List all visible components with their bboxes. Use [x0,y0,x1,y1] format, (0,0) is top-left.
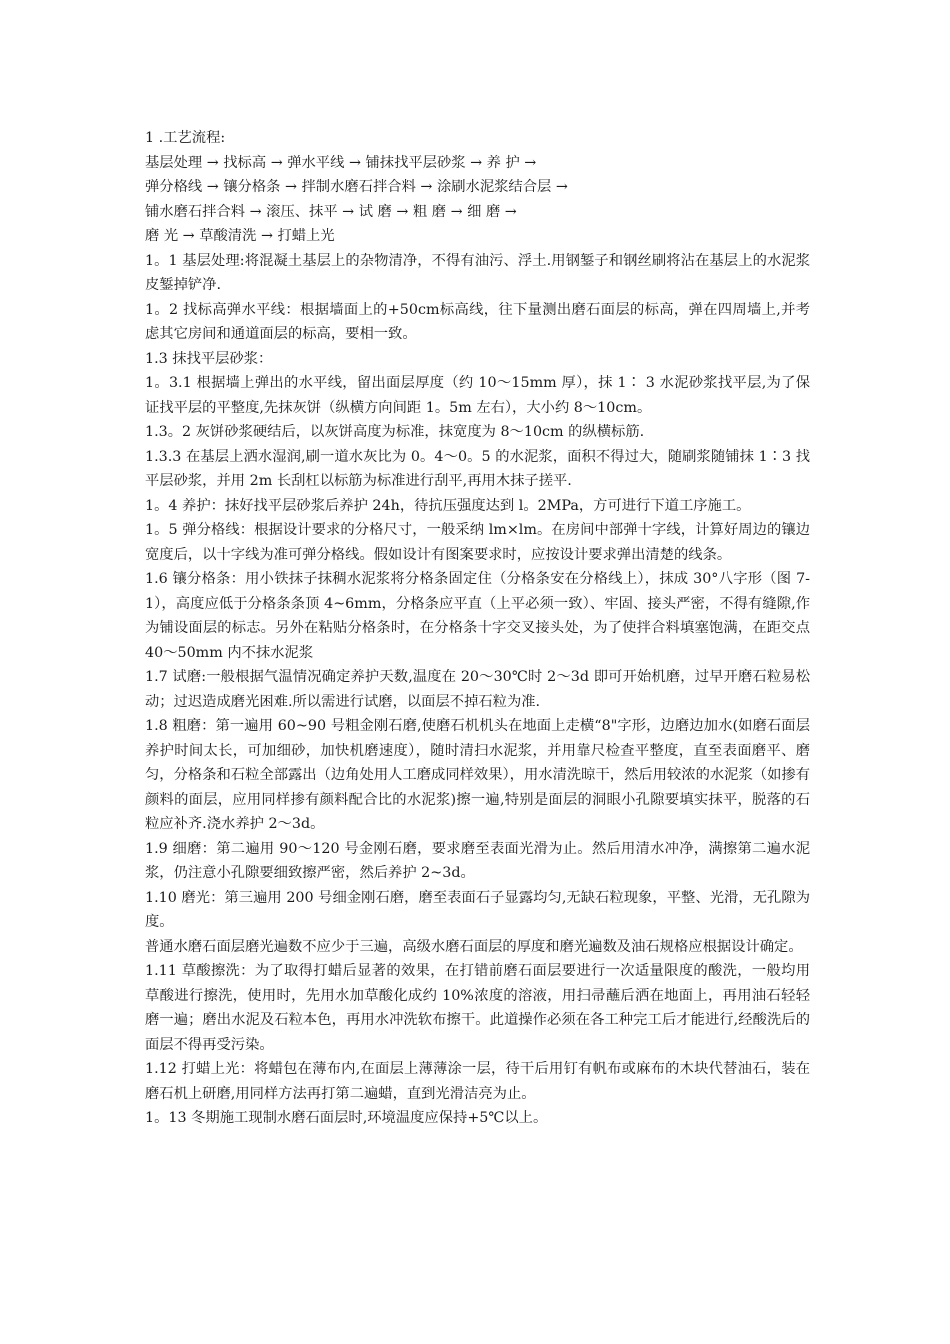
paragraph-leveling-heading: 1.3 抹找平层砂浆： [145,350,273,367]
flow-line: 磨 光 → 草酸清洗 → 打蜡上光 [145,228,335,244]
flow-line: 基层处理 → 找标高 → 弹水平线 → 铺抹找平层砂浆 → 养 护 → [145,154,537,171]
paragraph-curing: 1。4 养护：抹好找平层砂浆后养护 24h，待抗压强度达到 l。2MPa，方可进行下道工序施工。 [145,497,751,514]
paragraph-fine-grinding: 1.9 细磨：第二遍用 90～120 号金刚石磨，要求磨至表面光滑为止。然后用清水冲净，满擦第二遍水泥浆，仍注意小孔隙要细致擦严密，然后养护 2~3d。 [145,840,810,881]
paragraph-rough-grinding: 1.8 粗磨：第一遍用 60~90 号粗金刚石磨,使磨石机机头在地面上走横“8"字形，边磨边加水(如磨石面层养护时间太长，可加细砂，加快机磨速度），随时清扫水泥浆，并用靠尺检查平整度，直至表面磨平、磨匀，分格条和石粒全部露出（边角处用人工磨成同样效果），用水清洗晾干，然后用较浓的水泥浆（如掺有颜料的面层，应用同样掺有颜料配合比的水泥浆)擦一遍,特别是面层的洞眼小孔隙要填实抹平，脱落的石粒应补齐.浇水养护 2～3d。 [145,718,810,832]
paragraph-leveling-3: 1.3.3 在基层上洒水湿润,刷一道水灰比为 0。4～0。5 的水泥浆，面积不得过大，随刷浆随铺抹 1∶3 找平层砂浆，并用 2m 长刮杠以标筋为标准进行刮平,再用木抹子搓平. [145,448,810,489]
paragraph-grid-lines: 1。5 弹分格线：根据设计要求的分格尺寸，一般采纳 lm×lm。在房间中部弹十字线，计算好周边的镶边宽度后，以十字线为准可弹分格线。假如设计有图案要求时，应按设计要求弹出清楚的线条。 [145,522,810,563]
paragraph-divider-strips: 1.6 镶分格条：用小铁抹子抹稠水泥浆将分格条固定住（分格条安在分格线上），抹成 30°八字形（图 7-1），高度应低于分格条条顶 4~6mm，分格条应平直（上平必须一致）、牢固、接头严密，不得有缝隙,作为铺设面层的标志。另外在粘贴分格条时，在分格条十字交叉接头处，为了使拌合料填塞饱满，在距交点 40～50mm 内不抹水泥浆 [145,571,810,661]
paragraph-level-marking: 1。2 找标高弹水平线：根据墙面上的+50cm标高线，往下量测出磨石面层的标高，弹在四周墙上,并考虑其它房间和通道面层的标高，要相一致。 [145,301,810,342]
paragraph-leveling-2: 1.3。2 灰饼砂浆硬结后，以灰饼高度为标准，抹宽度为 8～10cm 的纵横标筋. [145,424,645,440]
paragraph-oxalic-wash: 1.11 草酸擦洗：为了取得打蜡后显著的效果，在打错前磨石面层要进行一次适量限度的酸洗，一般均用草酸进行擦洗，使用时，先用水加草酸化成约 10%浓度的溶液，用扫帚蘸后洒在地面上，再用油石轻轻磨一遍；磨出水泥及石粒本色，再用水冲洗软布擦干。此道操作必须在各工种完工后才能进行,经酸洗后的面层不得再受污染。 [145,963,810,1053]
document-body [145,126,810,1131]
section-title: 1 .工艺流程: [145,130,226,146]
paragraph-polishing: 1.10 磨光：第三遍用 200 号细金刚石磨，磨至表面石子显露均匀,无缺石粒现象，平整、光滑，无孔隙为度。 [145,889,810,930]
paragraph-trial-grinding: 1.7 试磨:一般根据气温情况确定养护天数,温度在 20～30℃时 2～3d 即可开始机磨，过早开磨石粒易松动；过迟造成磨光困难.所以需进行试磨，以面层不掉石粒为准. [145,669,810,710]
paragraph-waxing: 1.12 打蜡上光：将蜡包在薄布内,在面层上薄薄涂一层，待干后用钉有帆布或麻布的木块代替油石，装在磨石机上研磨,用同样方法再打第二遍蜡，直到光滑洁亮为止。 [145,1061,810,1102]
flow-line: 铺水磨石拌合料 → 滚压、抹平 → 试 磨 → 粗 磨 → 细 磨 → [145,203,517,220]
paragraph-leveling-1: 1。3.1 根据墙上弹出的水平线，留出面层厚度（约 10～15mm 厚），抹 1∶ 3 水泥砂浆找平层,为了保证找平层的平整度,先抹灰饼（纵横方向间距 1。5m 左右），大小约 8～10cm。 [145,375,810,416]
paragraph-base-treatment: 1。1 基层处理:将混凝土基层上的杂物清净，不得有油污、浮土.用钢錾子和钢丝刷将沾在基层上的水泥浆皮錾掉铲净. [145,252,810,293]
paragraph-winter-construction: 1。13 冬期施工现制水磨石面层时,环境温度应保持+5℃以上。 [145,1110,548,1126]
flow-line: 弹分格线 → 镶分格条 → 拌制水磨石拌合料 → 涂刷水泥浆结合层 → [145,179,568,195]
paragraph-polish-passes: 普通水磨石面层磨光遍数不应少于三遍，高级水磨石面层的厚度和磨光遍数及油石规格应根据设计确定。 [145,938,803,955]
